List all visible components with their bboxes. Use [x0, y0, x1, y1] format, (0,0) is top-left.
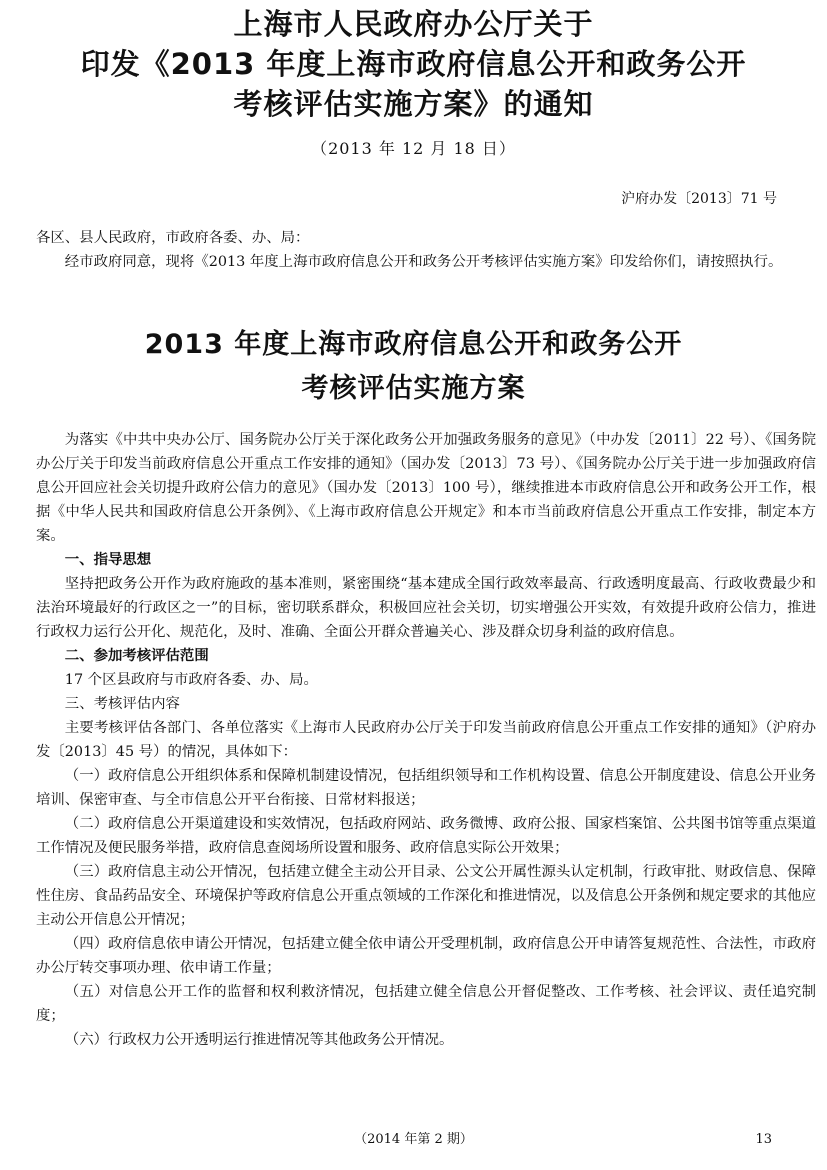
notice-body: [36, 226, 816, 274]
notice-title: [0, 4, 827, 124]
plan-body: [36, 428, 816, 1052]
section-text-guiding-principles: 坚持把政务公开作为政府施政的基本准则，紧密围绕“基本建成全国行政效率最高、行政透明度最高、行政收费最少和法治环境最好的行政区之一”的目标，密切联系群众，积极回应社会关切，切实增强公开实效，有效提升政府公信力，推进行政权力运行公开化、规范化，及时、准确、全面公开群众普遍关心、涉及群众切身利益的政府信息。: [36, 576, 816, 640]
section-text-content: 主要考核评估各部门、各单位落实《上海市人民政府办公厅关于印发当前政府信息公开重点工作安排的通知》（沪府办发〔2013〕45 号）的情况，具体如下：: [36, 720, 816, 760]
plan-intro-paragraph: 为落实《中共中央办公厅、国务院办公厅关于深化政务公开加强政务服务的意见》（中办发〔2011〕22 号）、《国务院办公厅关于印发当前政府信息公开重点工作安排的通知》（国办发〔2013〕73 号）、《国务院办公厅关于进一步加强政府信息公开回应社会关切提升政府公信力的意见》（国办发〔2013〕100 号），继续推进本市政府信息公开和政务公开工作，根据《中华人民共和国政府信息公开条例》、《上海市政府信息公开规定》和本市当前政府信息公开重点工作安排，制定本方案。: [36, 432, 816, 544]
page-number: 13: [755, 1132, 772, 1147]
content-item: （二）政府信息公开渠道建设和实效情况，包括政府网站、政务微博、政府公报、国家档案馆、公共图书馆等重点渠道工作情况及便民服务举措，政府信息查阅场所设置和服务、政府信息实际公开效果；: [36, 816, 816, 856]
notice-recipient: 各区、县人民政府，市政府各委、办、局：: [36, 230, 310, 246]
notice-date: （2013 年 12 月 18 日）: [311, 139, 516, 158]
notice-title-line-3: 考核评估实施方案》的通知: [233, 87, 594, 121]
content-item: （一）政府信息公开组织体系和保障机制建设情况，包括组织领导和工作机构设置、信息公开制度建设、信息公开业务培训、保密审查、与全市信息公开平台衔接、日常材料报送；: [36, 768, 816, 808]
section-text-scope: 17 个区县政府与市政府各委、办、局。: [64, 672, 318, 688]
content-item: （四）政府信息依申请公开情况，包括建立健全依申请公开受理机制，政府信息公开申请答复规范性、合法性，市政府办公厅转交事项办理、依申请工作量；: [36, 936, 816, 976]
content-item: （六）行政权力公开透明运行推进情况等其他政务公开情况。: [64, 1032, 454, 1048]
notice-paragraph: 经市政府同意，现将《2013 年度上海市政府信息公开和政务公开考核评估实施方案》印发给你们，请按照执行。: [64, 254, 783, 270]
content-item: （五）对信息公开工作的监督和权利救济情况，包括建立健全信息公开督促整改、工作考核、社会评议、责任追究制度；: [36, 984, 816, 1024]
issue-label: （2014 年第 2 期）: [354, 1132, 473, 1147]
notice-title-line-1: 上海市人民政府办公厅关于: [233, 7, 594, 41]
plan-title-line-1: 2013 年度上海市政府信息公开和政务公开: [144, 329, 683, 360]
section-heading-guiding-principles: 一、指导思想: [64, 552, 152, 568]
section-heading-scope: 二、参加考核评估范围: [64, 648, 209, 664]
content-item: （三）政府信息主动公开情况，包括建立健全主动公开目录、公文公开属性源头认定机制，行政审批、财政信息、保障性住房、食品药品安全、环境保护等政府信息公开重点领域的工作深化和推进情况，以及信息公开条例和规定要求的其他应主动公开信息公开情况；: [36, 864, 816, 928]
section-heading-content: 三、考核评估内容: [64, 696, 180, 712]
document-number: 沪府办发〔2013〕71 号: [621, 191, 777, 207]
plan-title-line-2: 考核评估实施方案: [301, 373, 526, 404]
notice-title-line-2: 印发《2013 年度上海市政府信息公开和政务公开: [80, 47, 747, 81]
plan-title: [0, 323, 827, 411]
